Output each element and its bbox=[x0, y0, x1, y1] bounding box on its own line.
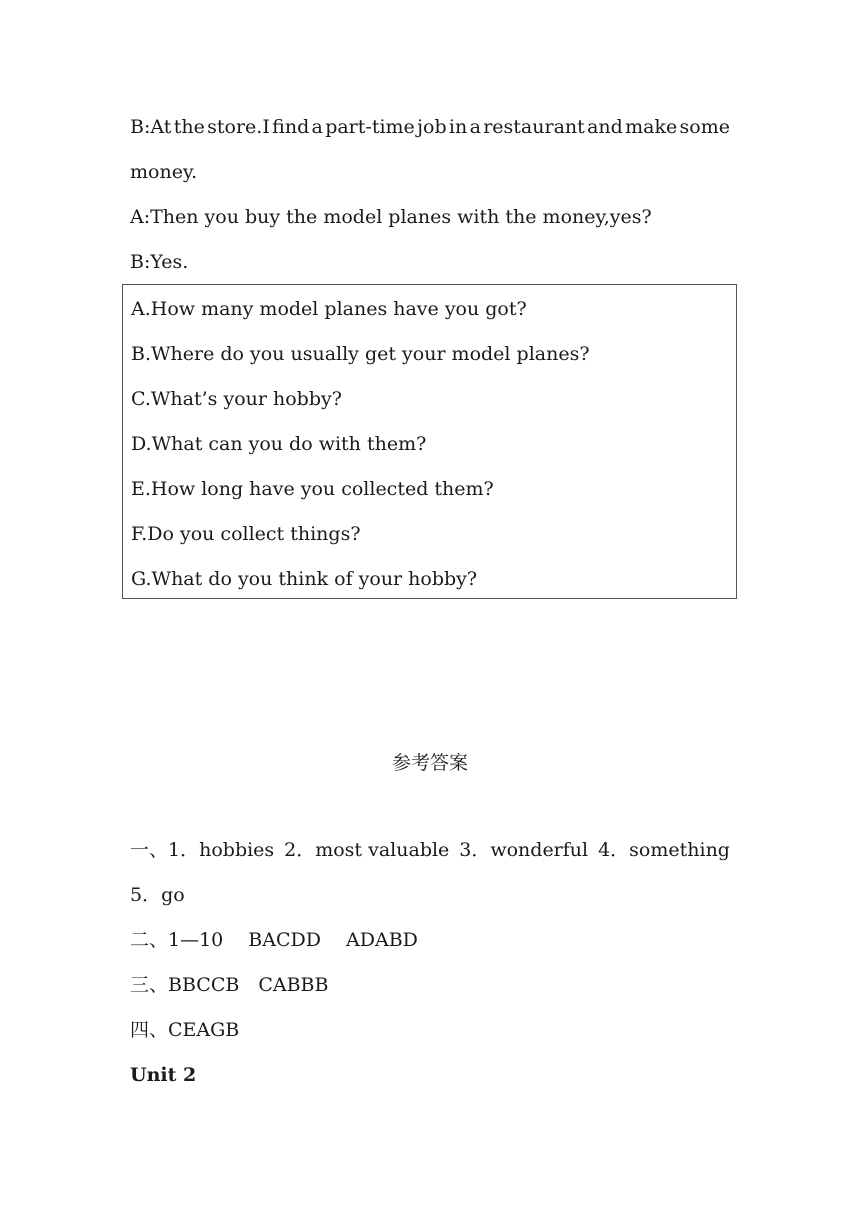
option-b: B.Where do you usually get your model planes? bbox=[131, 343, 590, 365]
option-f: F.Do you collect things? bbox=[131, 523, 361, 545]
option-c: C.What’s your hobby? bbox=[131, 388, 342, 410]
word: job bbox=[417, 116, 447, 138]
unit-heading: Unit 2 bbox=[130, 1064, 197, 1086]
answer-item: 一、1．hobbies bbox=[130, 839, 275, 861]
word: B:At bbox=[130, 116, 172, 138]
word: store.I bbox=[207, 116, 270, 138]
word: some bbox=[679, 116, 730, 138]
answers-section-2: 二、1—10 BACDD ADABD bbox=[130, 929, 418, 951]
section-prefix: 一、 bbox=[130, 839, 169, 861]
answers-section-3: 三、BBCCB CABBB bbox=[130, 974, 329, 996]
word: a bbox=[469, 116, 481, 138]
option-e: E.How long have you collected them? bbox=[131, 478, 494, 500]
answers-section-1-continued: 5．go bbox=[130, 884, 185, 906]
dialogue-line-1-continued: money. bbox=[130, 161, 198, 183]
option-a: A.How many model planes have you got? bbox=[131, 298, 527, 320]
options-box bbox=[122, 284, 737, 599]
word: and bbox=[587, 116, 623, 138]
option-d: D.What can you do with them? bbox=[131, 433, 427, 455]
answers-section-4: 四、CEAGB bbox=[130, 1019, 240, 1041]
dialogue-line-3: B:Yes. bbox=[130, 251, 189, 273]
word: the bbox=[173, 116, 205, 138]
answers-title: 参考答案 bbox=[391, 752, 468, 774]
option-g: G.What do you think of your hobby? bbox=[131, 568, 478, 590]
answer-item: 4．something bbox=[598, 839, 730, 861]
word: a bbox=[311, 116, 323, 138]
word: find bbox=[272, 116, 310, 138]
answer-item: 3．wonderful bbox=[459, 839, 589, 861]
word: in bbox=[448, 116, 468, 138]
word: part-time bbox=[325, 116, 415, 138]
answers-section-1 bbox=[130, 838, 730, 862]
answer-item: 2．most valuable bbox=[284, 839, 450, 861]
dialogue-line-1 bbox=[130, 115, 730, 139]
dialogue-line-2: A:Then you buy the model planes with the money,yes? bbox=[130, 206, 652, 228]
word: make bbox=[625, 116, 678, 138]
word: restaurant bbox=[483, 116, 585, 138]
